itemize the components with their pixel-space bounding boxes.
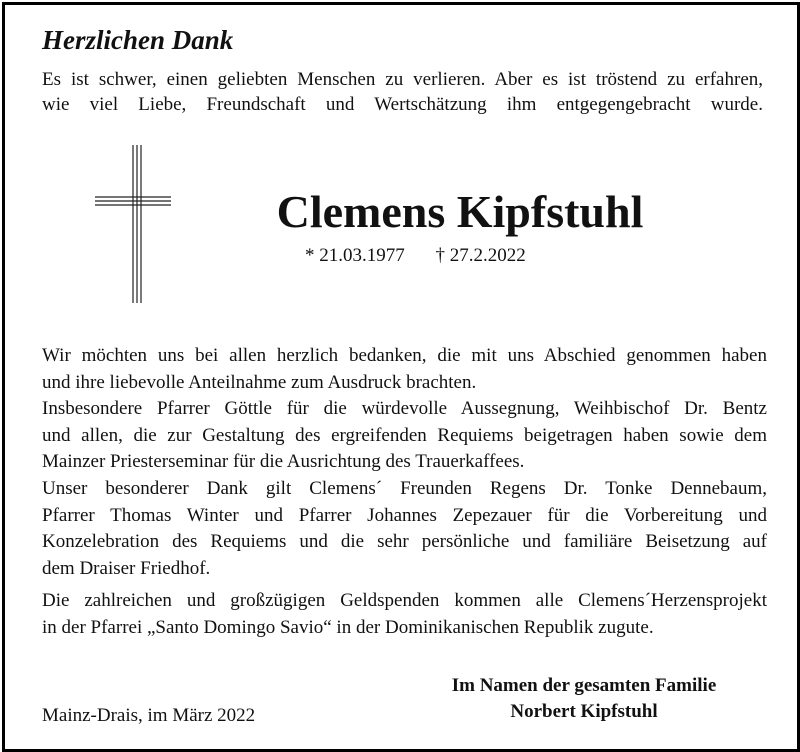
signature-line: Im Namen der gesamten Familie [451, 675, 717, 696]
death-date: 27.2.2022 [449, 245, 526, 266]
body-line: und allen, die zur Gestaltung des ergreifenden Requiems beigetragen haben sowie dem [42, 424, 767, 446]
intro-line: wie viel Liebe, Freundschaft und Wertschätzung ihm entgegengebracht wurde. [42, 94, 763, 115]
birth-symbol: * [305, 245, 315, 266]
body-line: dem Draiser Friedhof. [42, 557, 211, 579]
body-line: Mainzer Priesterseminar für die Ausrichtung des Trauerkaffees. [42, 451, 525, 473]
birth-date: 21.03.1977 [319, 245, 405, 266]
signature-name: Norbert Kipfstuhl [510, 701, 658, 722]
deceased-name: Clemens Kipfstuhl [276, 186, 644, 237]
body-line: Die zahlreichen und großzügigen Geldspenden kommen alle Clemens´Herzensprojekt [42, 590, 767, 612]
body-line: Pfarrer Thomas Winter und Pfarrer Johannes Zepezauer für die Vorbereitung und [42, 504, 767, 526]
body-line: und ihre liebevolle Anteilnahme zum Ausdruck brachten. [42, 371, 477, 393]
obituary-notice [2, 2, 800, 752]
body-line: Konzelebration des Requiems und die sehr persönliche und familiäre Beisetzung auf [42, 531, 767, 553]
body-line: in der Pfarrei „Santo Domingo Savio“ in der Dominikanischen Republik zugute. [42, 616, 654, 638]
notice-heading: Herzlichen Dank [42, 25, 234, 55]
body-line: Unser besonderer Dank gilt Clemens´ Freunden Regens Dr. Tonke Dennebaum, [42, 477, 767, 499]
signature-block [405, 673, 763, 725]
intro-line: Es ist schwer, einen geliebten Menschen zu verlieren. Aber es ist tröstend zu erfahren, [42, 69, 763, 90]
body-line: Wir möchten uns bei allen herzlich bedanken, die mit uns Abschied genommen haben [42, 345, 767, 366]
intro-text [42, 67, 763, 117]
cross-icon [93, 143, 173, 305]
body-line: Insbesondere Pfarrer Göttle für die würdevolle Aussegnung, Weihbischof Dr. Bentz [42, 398, 767, 420]
place-date: Mainz-Drais, im März 2022 [42, 705, 256, 726]
life-dates [305, 245, 526, 267]
death-symbol: † [435, 245, 445, 266]
thanks-body [42, 343, 767, 642]
